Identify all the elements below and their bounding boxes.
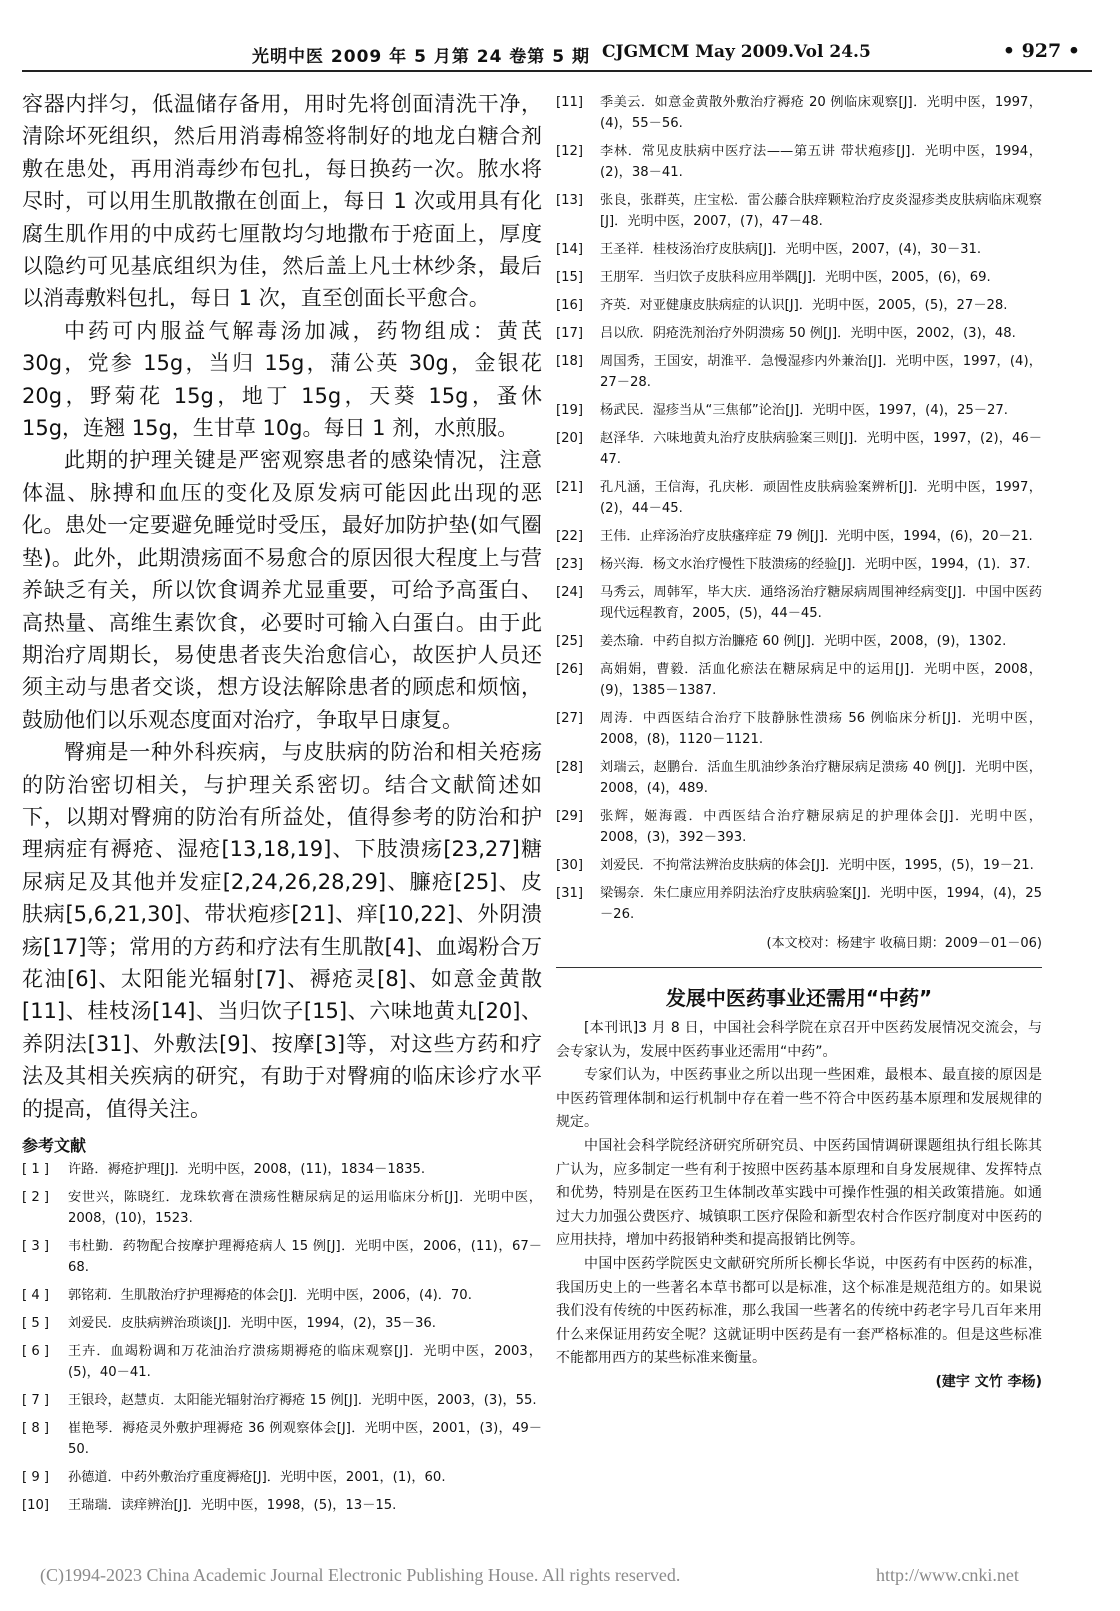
copyright-footer (40, 1565, 1100, 1586)
reference-item (22, 1390, 542, 1411)
reference-item (556, 477, 1042, 519)
reference-number: [28] (556, 760, 584, 775)
news-paragraph: 中国社会科学院经济研究所研究员、中医药国情调研课题组执行组长陈其广认为，应多制定一些有利于按照中医药基本原理和自身发展规律、发挥特点和优势，特别是在医药卫生体制改革实践中可操作性强的相关政策措施。如通过大力加强公费医疗、城镇职工医疗保险和新型农村合作医疗制度对中医药的应用扶持，增加中药报销种类和提高报销比例等。 (556, 1137, 1042, 1249)
news-paragraph: 专家们认为，中医药事业之所以出现一些困难，最根本、最直接的原因是中医药管理体制和运行机制中存在着一些不符合中医药基本原理和发展规律的规定。 (556, 1067, 1042, 1131)
right-column (556, 92, 1042, 1391)
reference-number: [19] (556, 403, 584, 418)
reference-item (556, 428, 1042, 470)
news-title: 发展中医药事业还需用“中药” (665, 986, 933, 1010)
reference-item (556, 582, 1042, 624)
news-paragraph: [本刊讯]3 月 8 日，中国社会科学院在京召开中医药发展情况交流会，与会专家认为，发展中医药事业还需用“中药”。 (556, 1020, 1042, 1060)
reference-number: [11] (556, 95, 584, 110)
reference-item (22, 1236, 542, 1278)
reference-number: [17] (556, 326, 584, 341)
reference-text: 杨武民．湿疹当从“三焦郁”论治[J]．光明中医，1997，(4)，25－27. (600, 403, 1008, 418)
reference-text: 季美云．如意金黄散外敷治疗褥疮 20 例临床观察[J]．光明中医，1997，(4)，55－56. (600, 95, 1042, 131)
reference-text: 张良，张群英，庄宝松．雷公藤合肤痒颗粒治疗皮炎湿疹类皮肤病临床观察[J]．光明中医，2007，(7)，47－48. (600, 193, 1042, 229)
reference-number: [24] (556, 585, 584, 600)
reference-number: [27] (556, 711, 584, 726)
left-column (22, 88, 542, 1523)
reference-list (22, 1159, 542, 1516)
reference-text: 周国秀，王国安，胡淮平．急慢湿疹内外兼治[J]．光明中医，1997，(4)，27－28. (600, 354, 1042, 390)
reference-item (556, 190, 1042, 232)
reference-item (22, 1341, 542, 1383)
article-body (22, 88, 542, 1125)
reference-text: 高娟娟，曹毅．活血化瘀法在糖尿病足中的运用[J]．光明中医，2008，(9)，1385－1387. (600, 662, 1042, 698)
reference-text: 张辉，姬海霞．中西医结合治疗糖尿病足的护理体会[J]．光明中医，2008，(3)，392－393. (600, 809, 1042, 845)
reference-item (556, 806, 1042, 848)
reference-number: [10] (22, 1498, 50, 1513)
reference-text: 王瑞瑞．读痒辨治[J]．光明中医，1998，(5)，13－15. (68, 1498, 397, 1513)
reference-text: 韦杜勤．药物配合按摩护理褥疮病人 15 例[J]．光明中医，2006，(11)，67－68. (68, 1239, 542, 1275)
reference-item (556, 141, 1042, 183)
reference-text: 许路．褥疮护理[J]．光明中医，2008，(11)，1834－1835. (68, 1162, 426, 1177)
reference-number: [20] (556, 431, 584, 446)
reference-item (556, 92, 1042, 134)
reference-number: [18] (556, 354, 584, 369)
reference-list-continued (556, 92, 1042, 925)
reference-number: [14] (556, 242, 584, 257)
reference-item (556, 554, 1042, 575)
reference-item (556, 351, 1042, 393)
reference-text: 崔艳琴．褥疮灵外敷护理褥疮 36 例观察体会[J]．光明中医，2001，(3)，49－50. (68, 1421, 542, 1457)
reference-text: 刘瑞云，赵鹏台．活血生肌油纱条治疗糖尿病足溃疡 40 例[J]．光明中医，2008，(4)，489. (600, 760, 1042, 796)
reference-text: 刘爱民．不拘常法辨治皮肤病的体会[J]．光明中医，1995，(5)，19－21. (600, 858, 1034, 873)
reference-number: [15] (556, 270, 584, 285)
reference-number: [23] (556, 557, 584, 572)
reference-item (22, 1467, 542, 1488)
reference-item (556, 631, 1042, 652)
reference-text: 郭铭莉．生肌散治疗护理褥疮的体会[J]．光明中医，2006，(4)．70. (68, 1288, 472, 1303)
reference-number: [ 9 ] (22, 1470, 50, 1485)
reference-number: [ 3 ] (22, 1239, 50, 1254)
reference-number: [22] (556, 529, 584, 544)
reference-number: [ 5 ] (22, 1316, 50, 1331)
reference-item (556, 855, 1042, 876)
reference-text: 马秀云，周韩军，毕大庆．通络汤治疗糖尿病周围神经病变[J]．中国中医药现代远程教育，2005，(5)，44－45. (600, 585, 1042, 621)
reference-number: [26] (556, 662, 584, 677)
body-paragraph: 容器内拌匀，低温储存备用，用时先将创面清洗干净，清除坏死组织，然后用消毒棉签将制好的地龙白糖合剂敷在患处，再用消毒纱布包扎，每日换药一次。脓水将尽时，可以用生肌散撒在创面上，每日 1 次或用具有化腐生肌作用的中成药七厘散均匀地撒布于疮面上，厚度以隐约可见基底组织为佳，然后盖上凡士林纱条，最后以消毒敷料包扎，每日 1 次，直至创面长平愈合。 (22, 92, 542, 311)
body-paragraph: 中药可内服益气解毒汤加减，药物组成：黄芪 30g，党参 15g，当归 15g，蒲公英 30g，金银花 20g，野菊花 15g，地丁 15g，天葵 15g，蚤休 15g，连翘 15g，生甘草 10g。每日 1 剂，水煎服。 (22, 318, 542, 441)
reference-text: 周涛．中西医结合治疗下肢静脉性溃疡 56 例临床分析[J]．光明中医，2008，(8)，1120－1121. (600, 711, 1042, 747)
reference-number: [ 1 ] (22, 1162, 50, 1177)
reference-item (22, 1495, 542, 1516)
reference-number: [ 7 ] (22, 1393, 50, 1408)
reference-text: 孙德道．中药外敷治疗重度褥疮[J]．光明中医，2001，(1)，60. (68, 1470, 446, 1485)
reference-number: [31] (556, 886, 584, 901)
reference-text: 王卉．血竭粉调和万花油治疗溃疡期褥疮的临床观察[J]．光明中医，2003，(5)，40－41. (68, 1344, 542, 1380)
footer-url: http://www.cnki.net (876, 1565, 1019, 1585)
reference-item (556, 239, 1042, 260)
references-heading: 参考文献 (22, 1136, 87, 1155)
reference-number: [ 2 ] (22, 1190, 50, 1205)
news-paragraph: 中国中医药学院医史文献研究所所长柳长华说，中医药有中医药的标准，我国历史上的一些著名本草书都可以是标准，这个标准是规范组方的。如果说我们没有传统的中医药标准，那么我国一些著名的传统中药老字号几百年来用什么来保证用药安全呢？这就证明中医药是有一套严格标准的。但是这些标准不能都用西方的某些标准来衡量。 (556, 1255, 1042, 1367)
news-author: (建宇 文竹 李杨) (935, 1373, 1042, 1390)
reference-text: 杨兴海．杨文水治疗慢性下肢溃疡的经验[J]．光明中医，1994，(1)．37. (600, 557, 1031, 572)
journal-title-en: CJGMCM May 2009.Vol 24.5 (602, 42, 871, 62)
reference-item (556, 883, 1042, 925)
reference-text: 刘爱民．皮肤病辨治琐谈[J]．光明中医，1994，(2)，35－36. (68, 1316, 436, 1331)
reference-text: 安世兴，陈晓红．龙珠软膏在溃疡性糖尿病足的运用临床分析[J]．光明中医，2008，(10)，1523. (68, 1190, 542, 1226)
reference-text: 王圣祥．桂枝汤治疗皮肤病[J]．光明中医，2007，(4)，30－31. (600, 242, 982, 257)
reference-number: [12] (556, 144, 584, 159)
reference-item (556, 323, 1042, 344)
copyright-text: (C)1994-2023 China Academic Journal Electronic Publishing House. All rights reserved. (40, 1565, 681, 1585)
reference-text: 王伟．止痒汤治疗皮肤瘙痒症 79 例[J]．光明中医，1994，(6)，20－21. (600, 529, 1033, 544)
reference-item (22, 1313, 542, 1334)
reference-text: 赵泽华．六味地黄丸治疗皮肤病验案三则[J]．光明中医，1997，(2)，46－47. (600, 431, 1042, 467)
reference-item (556, 708, 1042, 750)
page-header (22, 38, 1092, 72)
reference-number: [25] (556, 634, 584, 649)
reference-item (556, 526, 1042, 547)
reference-item (22, 1285, 542, 1306)
reference-number: [21] (556, 480, 584, 495)
reference-number: [ 6 ] (22, 1344, 50, 1359)
reference-item (556, 295, 1042, 316)
reference-text: 李林．常见皮肤病中医疗法——第五讲 带状疱疹[J]．光明中医，1994，(2)，38－41. (600, 144, 1042, 180)
reference-text: 吕以欣．阴疮洗剂治疗外阴溃疡 50 例[J]．光明中医，2002，(3)，48. (600, 326, 1016, 341)
reference-item (556, 757, 1042, 799)
proofread-signature: (本文校对：杨建宇 收稿日期：2009－01－06) (766, 936, 1042, 951)
reference-number: [ 8 ] (22, 1421, 50, 1436)
reference-text: 梁锡奈．朱仁康应用养阴法治疗皮肤病验案[J]．光明中医，1994，(4)，25－26. (600, 886, 1042, 922)
body-paragraph: 此期的护理关键是严密观察患者的感染情况，注意体温、脉搏和血压的变化及原发病可能因此出现的恶化。患处一定要避免睡觉时受压，最好加防护垫(如气圈垫)。此外，此期溃疡面不易愈合的原因很大程度上与营养缺乏有关，所以饮食调养尤显重要，可给予高蛋白、高热量、高维生素饮食，必要时可输入白蛋白。由于此期治疗周期长，易使患者丧失治愈信心，故医护人员还须主动与患者交谈，想方设法解除患者的顾虑和烦恼，鼓励他们以乐观态度面对治疗，争取早日康复。 (22, 448, 542, 732)
reference-item (556, 400, 1042, 421)
reference-item (22, 1159, 542, 1180)
reference-text: 王朋军．当归饮子皮肤科应用举隅[J]．光明中医，2005，(6)，69. (600, 270, 991, 285)
reference-item (556, 659, 1042, 701)
section-divider (556, 967, 1042, 968)
news-item (556, 982, 1042, 1391)
reference-item (22, 1418, 542, 1460)
reference-number: [13] (556, 193, 584, 208)
reference-item (22, 1187, 542, 1229)
page-number: • 927 • (1002, 40, 1080, 62)
reference-number: [30] (556, 858, 584, 873)
reference-text: 齐英．对亚健康皮肤病症的认识[J]．光明中医，2005，(5)，27－28. (600, 298, 1008, 313)
reference-number: [29] (556, 809, 584, 824)
journal-title: 光明中医 2009 年 5 月第 24 卷第 5 期 (252, 47, 590, 67)
reference-text: 王银玲，赵慧贞．太阳能光辐射治疗褥疮 15 例[J]．光明中医，2003，(3)，55. (68, 1393, 537, 1408)
body-paragraph: 臀痈是一种外科疾病，与皮肤病的防治和相关疮疡的防治密切相关，与护理关系密切。结合文献简述如下，以期对臀痈的防治有所益处，值得参考的防治和护理病症有褥疮、湿疮[13,18,19]、下肢溃疡[23,27]糖尿病足及其他并发症[2,24,26,28,29]、臁疮[25]、皮肤病[5,6,21,30]、带状疱疹[21]、痒[10,22]、外阴溃疡[17]等；常用的方药和疗法有生肌散[4]、血竭粉合万花油[6]、太阳能光辐射[7]、褥疮灵[8]、如意金黄散[11]、桂枝汤[14]、当归饮子[15]、六味地黄丸[20]、养阴法[31]、外敷法[9]、按摩[3]等，对这些方药和疗法及其相关疾病的研究，有助于对臀痈的临床诊疗水平的提高，值得关注。 (22, 740, 542, 1121)
reference-number: [16] (556, 298, 584, 313)
reference-text: 姜杰瑜．中药自拟方治臁疮 60 例[J]．光明中医，2008，(9)，1302. (600, 634, 1007, 649)
reference-text: 孔凡涵，王信海，孔庆彬．顽固性皮肤病验案辨析[J]．光明中医，1997，(2)，44－45. (600, 480, 1042, 516)
reference-item (556, 267, 1042, 288)
reference-number: [ 4 ] (22, 1288, 50, 1303)
